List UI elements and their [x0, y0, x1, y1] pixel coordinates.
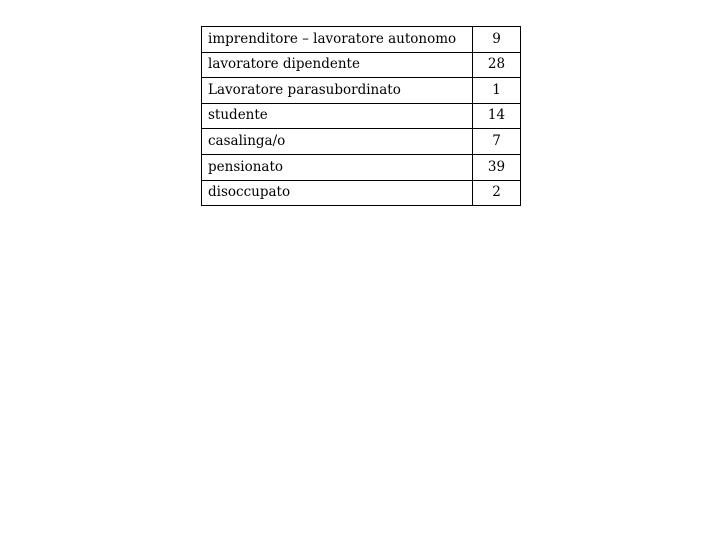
table-row [202, 154, 521, 180]
row-label: imprenditore – lavoratore autonomo [202, 27, 473, 53]
table-row [202, 103, 521, 129]
table-row [202, 129, 521, 155]
table-row [202, 78, 521, 104]
table-row [202, 180, 521, 206]
occupation-table [201, 26, 521, 206]
table-row [202, 27, 521, 53]
row-value: 14 [473, 103, 521, 129]
row-value: 28 [473, 52, 521, 78]
table-row [202, 52, 521, 78]
row-label: disoccupato [202, 180, 473, 206]
row-label: Lavoratore parasubordinato [202, 78, 473, 104]
row-label: lavoratore dipendente [202, 52, 473, 78]
row-value: 7 [473, 129, 521, 155]
row-value: 1 [473, 78, 521, 104]
row-label: studente [202, 103, 473, 129]
row-value: 9 [473, 27, 521, 53]
row-label: pensionato [202, 154, 473, 180]
row-value: 2 [473, 180, 521, 206]
row-label: casalinga/o [202, 129, 473, 155]
row-value: 39 [473, 154, 521, 180]
